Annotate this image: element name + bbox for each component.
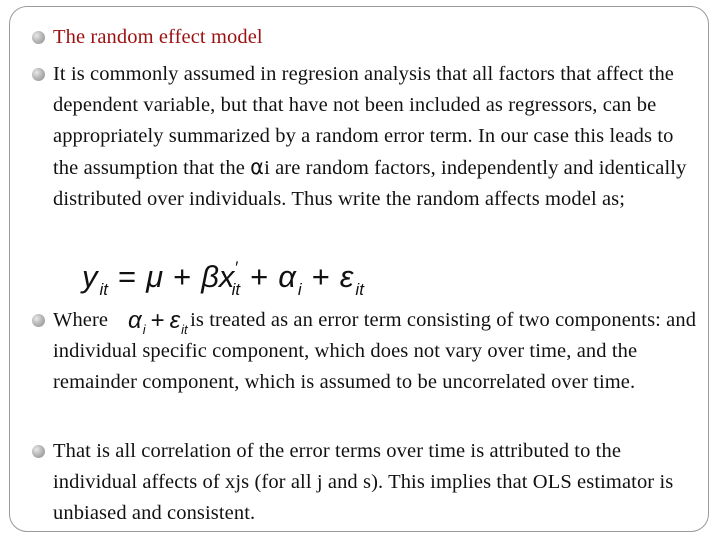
bullet-dot-icon [32,68,45,81]
paragraph-assumption [53,59,703,215]
inline-error-term: $\alpha_i + \varepsilon_{it}$ [128,307,188,337]
random-effects-equation: y $_{it} = \mu + \beta x'_{it} + \alpha$ $_i$ + ε $_{it}$ [82,258,364,299]
bullet-dot-icon [32,31,45,44]
alpha-symbol: α [250,155,265,179]
assumption-text-1: It is commonly assumed in regresion analysis that all factors that affect the dependent variable, but that have not been included as regressors, can be appropriately summarized by a random error term. In our case this leads to the assumption that the [53,63,675,179]
assumption-text-2: i are random factors, independently and identically distributed over individuals. Thus write the random affects model as; [53,157,687,210]
paragraph-correlation: That is all correlation of the error terms over time is attributed to the individual affects of xjs (for all j and s). This implies that OLS estimator is unbiased and consistent. [53,440,674,524]
bullet-dot-icon [32,314,45,327]
slide-title: The random effect model [53,26,263,48]
where-text: is treated as an error term consisting of two components: and individual specific component, which does not vary over time, and the remainder component, which is assumed to be uncorrelated over time. [53,309,697,393]
bullet-dot-icon [32,445,45,458]
where-label: Where [53,309,109,331]
